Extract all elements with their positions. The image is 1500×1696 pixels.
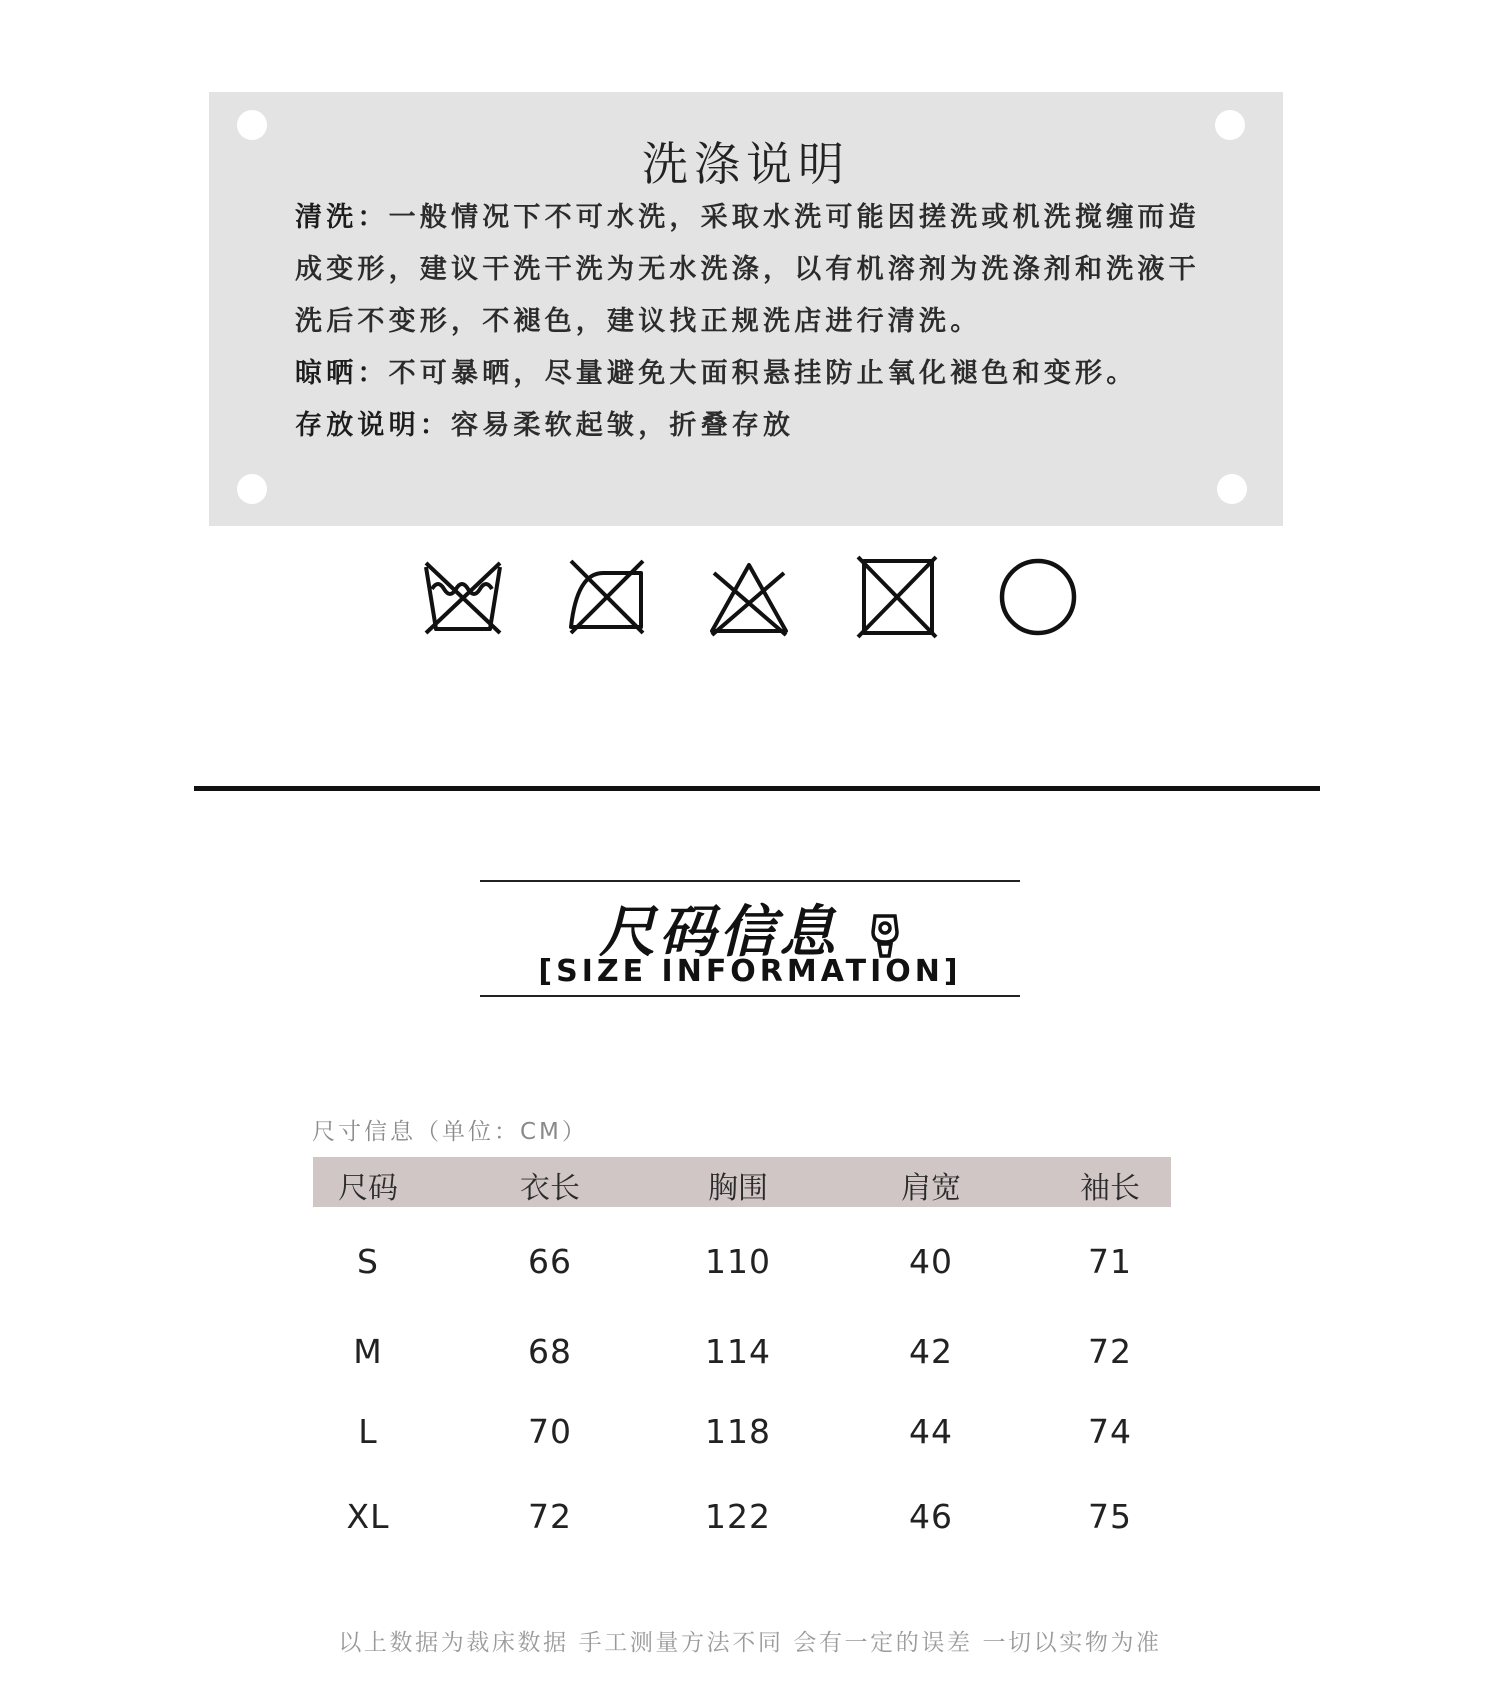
tag-icon (869, 912, 901, 960)
table-cell: 118 (705, 1412, 771, 1451)
table-cell: 72 (1088, 1332, 1132, 1371)
column-header-chest: 胸围 (708, 1171, 768, 1206)
wash-card-body (295, 192, 1215, 452)
table-cell: 42 (909, 1332, 953, 1371)
wash-text-storage: 容易柔软起皱，折叠存放 (451, 410, 795, 441)
column-header-sleeve: 袖长 (1080, 1171, 1140, 1206)
table-cell: M (353, 1332, 383, 1371)
dry-clean-icon (996, 555, 1082, 641)
column-header-shoulder: 肩宽 (901, 1171, 961, 1206)
do-not-wash-icon (420, 555, 506, 641)
wash-paragraph-drying (295, 348, 1215, 400)
wash-label-storage: 存放说明： (295, 410, 451, 441)
size-title-text: 尺码信息 (599, 900, 840, 965)
wash-paragraph-cleaning (295, 192, 1215, 348)
column-header-length: 衣长 (520, 1171, 580, 1206)
table-cell: S (357, 1242, 379, 1281)
table-caption: 尺寸信息（单位：CM） (312, 1119, 588, 1145)
heading-rule-bottom (480, 995, 1020, 997)
wash-text-drying: 不可暴晒，尽量避免大面积悬挂防止氧化褪色和变形。 (388, 358, 1138, 389)
table-cell: 44 (909, 1412, 953, 1451)
table-row (313, 1207, 1171, 1297)
size-table (313, 1157, 1171, 1552)
table-cell: 72 (528, 1497, 572, 1536)
card-hole (1217, 474, 1247, 504)
wash-text-cleaning: 一般情况下不可水洗，采取水洗可能因搓洗或机洗搅缠而造成变形，建议干洗干洗为无水洗涤，以有机溶剂为洗涤剂和洗液干洗后不变形，不褪色，建议找正规洗店进行清洗。 (295, 202, 1200, 337)
care-symbols-row (420, 555, 1100, 640)
table-cell: XL (346, 1497, 390, 1536)
heading-rule-top (480, 880, 1020, 882)
table-cell: 71 (1088, 1242, 1132, 1281)
table-row (313, 1297, 1171, 1380)
measurement-disclaimer: 以上数据为裁床数据 手工测量方法不同 会有一定的误差 一切以实物为准 (338, 1630, 1162, 1656)
table-cell: 75 (1088, 1497, 1132, 1536)
table-cell: 74 (1088, 1412, 1132, 1451)
table-cell: 114 (705, 1332, 771, 1371)
do-not-iron-icon (563, 555, 649, 641)
table-header (313, 1157, 1171, 1207)
table-cell: 122 (705, 1497, 771, 1536)
table-row (313, 1466, 1171, 1552)
column-header-size: 尺码 (338, 1171, 398, 1206)
table-row (313, 1380, 1171, 1466)
table-cell: 46 (909, 1497, 953, 1536)
wash-paragraph-storage (295, 400, 1215, 452)
wash-card-title: 洗涤说明 (642, 137, 850, 191)
wash-label-drying: 晾晒： (295, 358, 389, 389)
card-hole (237, 474, 267, 504)
table-cell: 68 (528, 1332, 572, 1371)
table-cell: 70 (528, 1412, 572, 1451)
table-cell: 66 (528, 1242, 572, 1281)
size-section-subtitle: [SIZE INFORMATION] (538, 954, 962, 989)
section-divider (194, 786, 1320, 791)
table-cell: 40 (909, 1242, 953, 1281)
table-cell: 110 (705, 1242, 771, 1281)
size-section-heading (480, 880, 1020, 997)
do-not-bleach-icon (706, 555, 792, 641)
do-not-tumble-dry-icon (854, 555, 940, 641)
wash-instruction-card (209, 92, 1283, 526)
wash-label-cleaning: 清洗： (295, 202, 389, 233)
table-cell: L (358, 1412, 378, 1451)
